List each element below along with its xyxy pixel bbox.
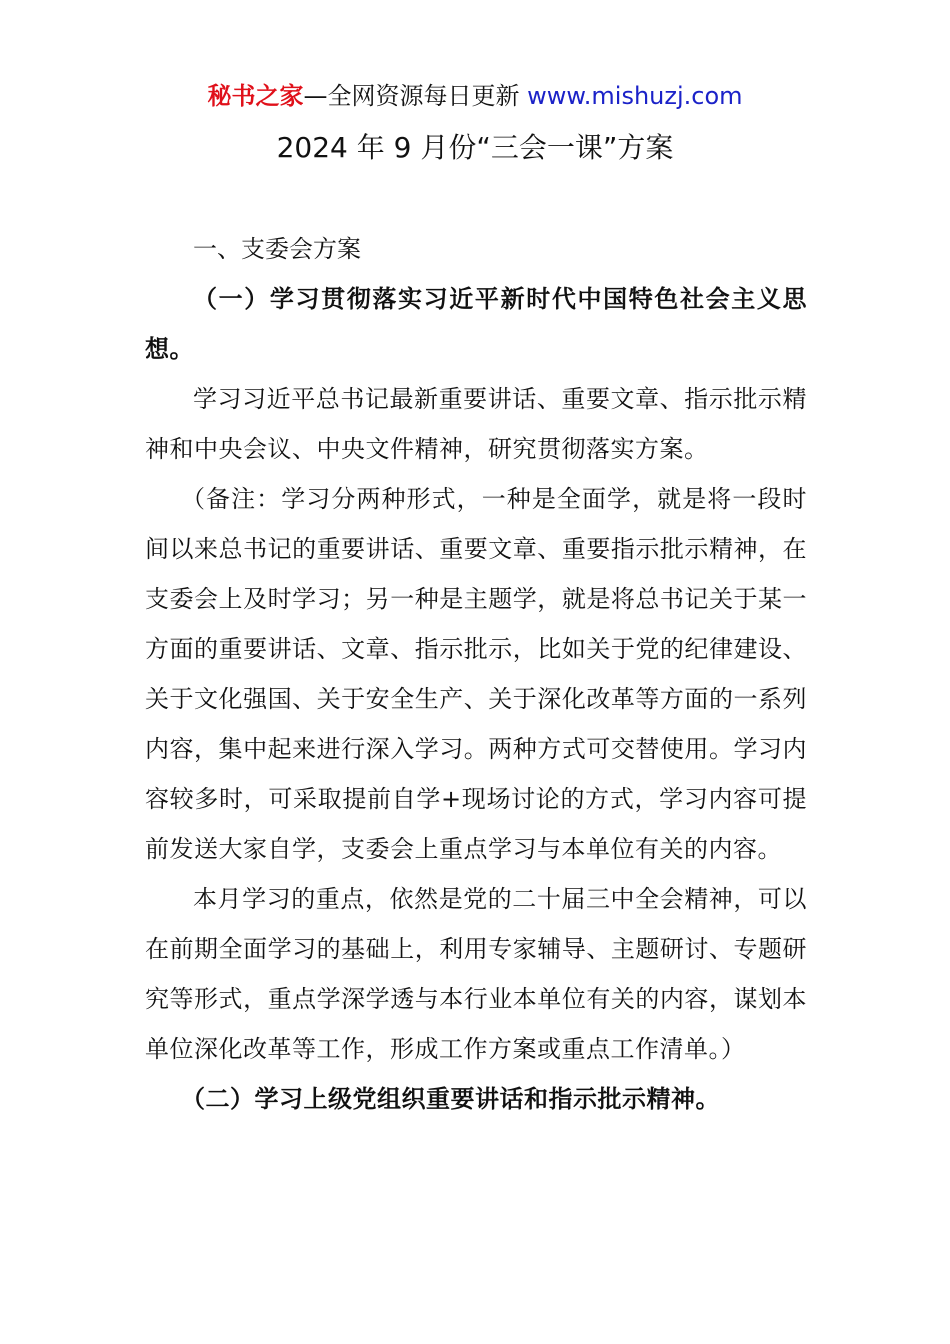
site-brand: 秘书之家: [207, 82, 304, 110]
site-header: [0, 80, 950, 112]
site-url-link[interactable]: www.mishuzj.com: [527, 82, 743, 110]
site-tagline: —全网资源每日更新: [303, 82, 528, 110]
body-paragraph-study: 学习习近平总书记最新重要讲话、重要文章、指示批示精神和中央会议、中央文件精神，研究贯彻落实方案。: [145, 385, 807, 463]
subsection-heading-1: （一）学习贯彻落实习近平新时代中国特色社会主义思想。: [145, 285, 807, 363]
body-paragraph-note: （备注：学习分两种形式，一种是全面学，就是将一段时间以来总书记的重要讲话、重要文章、重要指示批示精神，在支委会上及时学习；另一种是主题学，就是将总书记关于某一方面的重要讲话、文章、指示批示，比如关于党的纪律建设、关于文化强国、关于安全生产、关于深化改革等方面的一系列内容，集中起来进行深入学习。两种方式可交替使用。学习内容较多时，可采取提前自学+现场讨论的方式，学习内容可提前发送大家自学，支委会上重点学习与本单位有关的内容。: [145, 485, 807, 863]
subsection-heading-2: （二）学习上级党组织重要讲话和指示批示精神。: [181, 1085, 720, 1113]
section-heading-branch-committee: 一、支委会方案: [193, 235, 361, 263]
document-title: 2024 年 9 月份“三会一课”方案: [276, 131, 674, 164]
document-body: [145, 224, 807, 1124]
body-paragraph-focus: 本月学习的重点，依然是党的二十届三中全会精神，可以在前期全面学习的基础上，利用专家辅导、主题研讨、专题研究等形式，重点学深学透与本行业本单位有关的内容，谋划本单位深化改革等工作，形成工作方案或重点工作清单。）: [145, 885, 807, 1063]
